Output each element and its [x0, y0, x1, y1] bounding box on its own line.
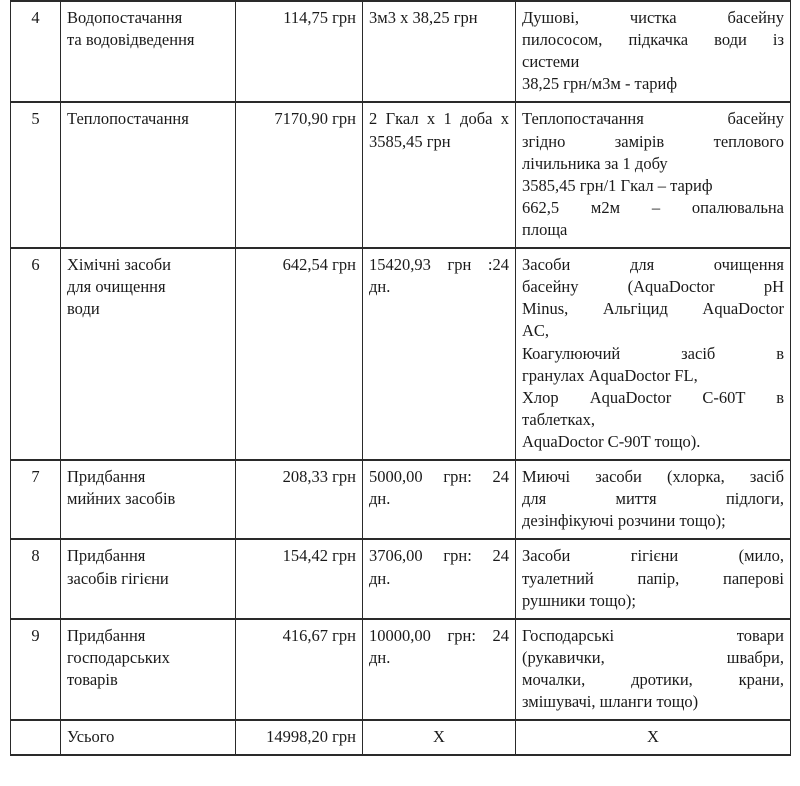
text-line: мочалки, дротики, крани,: [522, 669, 784, 689]
row-note: [516, 619, 791, 720]
table-body: [11, 1, 791, 755]
row-name: [61, 619, 236, 720]
text-line: дезінфікуючі розчини тощо);: [522, 511, 726, 531]
table-row: [11, 539, 791, 618]
row-calculation: [363, 1, 516, 102]
text-line: Душові, чистка басейну: [522, 8, 784, 27]
row-note: [516, 460, 791, 539]
row-note: [516, 539, 791, 618]
text-line: господарських: [67, 647, 170, 667]
row-name: [61, 539, 236, 618]
total-label: Усього: [61, 720, 236, 755]
text-line: AC,: [522, 321, 550, 341]
row-calculation: [363, 619, 516, 720]
text-line: гранулах AquaDoctor FL,: [522, 365, 698, 385]
text-line: (рукавички, швабри,: [522, 647, 784, 667]
row-number: 4: [11, 1, 61, 102]
text-line: згідно замірів теплового: [522, 131, 784, 151]
row-number: 9: [11, 619, 61, 720]
row-number: 5: [11, 102, 61, 248]
text-line: Теплопостачання: [67, 109, 189, 129]
text-line: площа: [522, 219, 568, 239]
total-sum: 14998,20 грн: [236, 720, 363, 755]
text-line: дн.: [369, 277, 391, 297]
text-line: мийних засобів: [67, 489, 176, 509]
row-number: 7: [11, 460, 61, 539]
row-name: [61, 102, 236, 248]
table-row: [11, 1, 791, 102]
text-line: 3585,45 грн/1 Гкал – тариф: [522, 175, 713, 195]
row-sum: 208,33 грн: [236, 460, 363, 539]
row-calculation: [363, 102, 516, 248]
row-number: 8: [11, 539, 61, 618]
text-line: 662,5 м2м – опалювальна: [522, 197, 784, 217]
text-line: Теплопостачання басейну: [522, 109, 784, 129]
text-line: дн.: [369, 489, 391, 509]
text-line: Коагулюючий засіб в: [522, 343, 784, 363]
text-line: Придбання: [67, 625, 146, 645]
text-line: Придбання: [67, 546, 146, 566]
row-number: 6: [11, 248, 61, 460]
text-line: Придбання: [67, 467, 146, 487]
text-line: лічильника за 1 добу: [522, 153, 668, 173]
text-line: 3706,00 грн: 24: [369, 546, 509, 566]
text-line: Хімічні засоби: [67, 255, 172, 275]
text-line: Хлор AquaDoctor C-60T в: [522, 387, 784, 407]
text-line: 2 Гкал х 1 доба х: [369, 109, 509, 129]
text-line: для очищення: [67, 277, 166, 297]
text-line: товарів: [67, 669, 118, 689]
text-line: змішувачі, шланги тощо): [522, 692, 699, 712]
row-name: [61, 248, 236, 460]
table-total-row: [11, 720, 791, 755]
row-name: [61, 1, 236, 102]
total-row-number: [11, 720, 61, 755]
text-line: 15420,93 грн :24: [369, 255, 509, 275]
text-line: Водопостачання: [67, 8, 183, 27]
text-line: таблетках,: [522, 409, 595, 429]
text-line: системи: [522, 52, 580, 72]
text-line: води: [67, 299, 100, 319]
table-row: [11, 248, 791, 460]
text-line: 5000,00 грн: 24: [369, 467, 509, 487]
text-line: рушники тощо);: [522, 590, 636, 610]
text-line: туалетний папір, паперові: [522, 568, 784, 588]
total-note: X: [516, 720, 791, 755]
text-line: 10000,00 грн: 24: [369, 625, 509, 645]
text-line: 38,25 грн/м3м - тариф: [522, 74, 678, 94]
text-line: 3585,45 грн: [369, 131, 451, 151]
table-row: [11, 460, 791, 539]
text-line: засобів гігієни: [67, 568, 169, 588]
text-line: басейну (AquaDoctor pH: [522, 277, 784, 297]
text-line: дн.: [369, 647, 391, 667]
cost-estimate-table: [10, 0, 791, 756]
table-row: [11, 102, 791, 248]
total-calculation: X: [363, 720, 516, 755]
row-note: [516, 1, 791, 102]
row-sum: 154,42 грн: [236, 539, 363, 618]
row-sum: 642,54 грн: [236, 248, 363, 460]
row-sum: 114,75 грн: [236, 1, 363, 102]
text-line: AquaDoctor C-90T тощо).: [522, 431, 701, 451]
row-sum: 416,67 грн: [236, 619, 363, 720]
text-line: Засоби для очищення: [522, 255, 784, 275]
row-calculation: [363, 460, 516, 539]
row-name: [61, 460, 236, 539]
text-line: та водовідведення: [67, 30, 195, 50]
row-note: [516, 102, 791, 248]
text-line: дн.: [369, 568, 391, 588]
row-sum: 7170,90 грн: [236, 102, 363, 248]
row-note: [516, 248, 791, 460]
text-line: для миття підлоги,: [522, 489, 784, 509]
text-line: Миючі засоби (хлорка, засіб: [522, 467, 784, 487]
row-calculation: [363, 539, 516, 618]
text-line: Засоби гігієни (мило,: [522, 546, 784, 566]
row-calculation: [363, 248, 516, 460]
text-line: пилососом, підкачка води із: [522, 30, 784, 50]
table-row: [11, 619, 791, 720]
text-line: Господарські товари: [522, 625, 784, 645]
text-line: Minus, Альгіцид AquaDoctor: [522, 299, 784, 319]
text-line: 3м3 х 38,25 грн: [369, 8, 478, 27]
